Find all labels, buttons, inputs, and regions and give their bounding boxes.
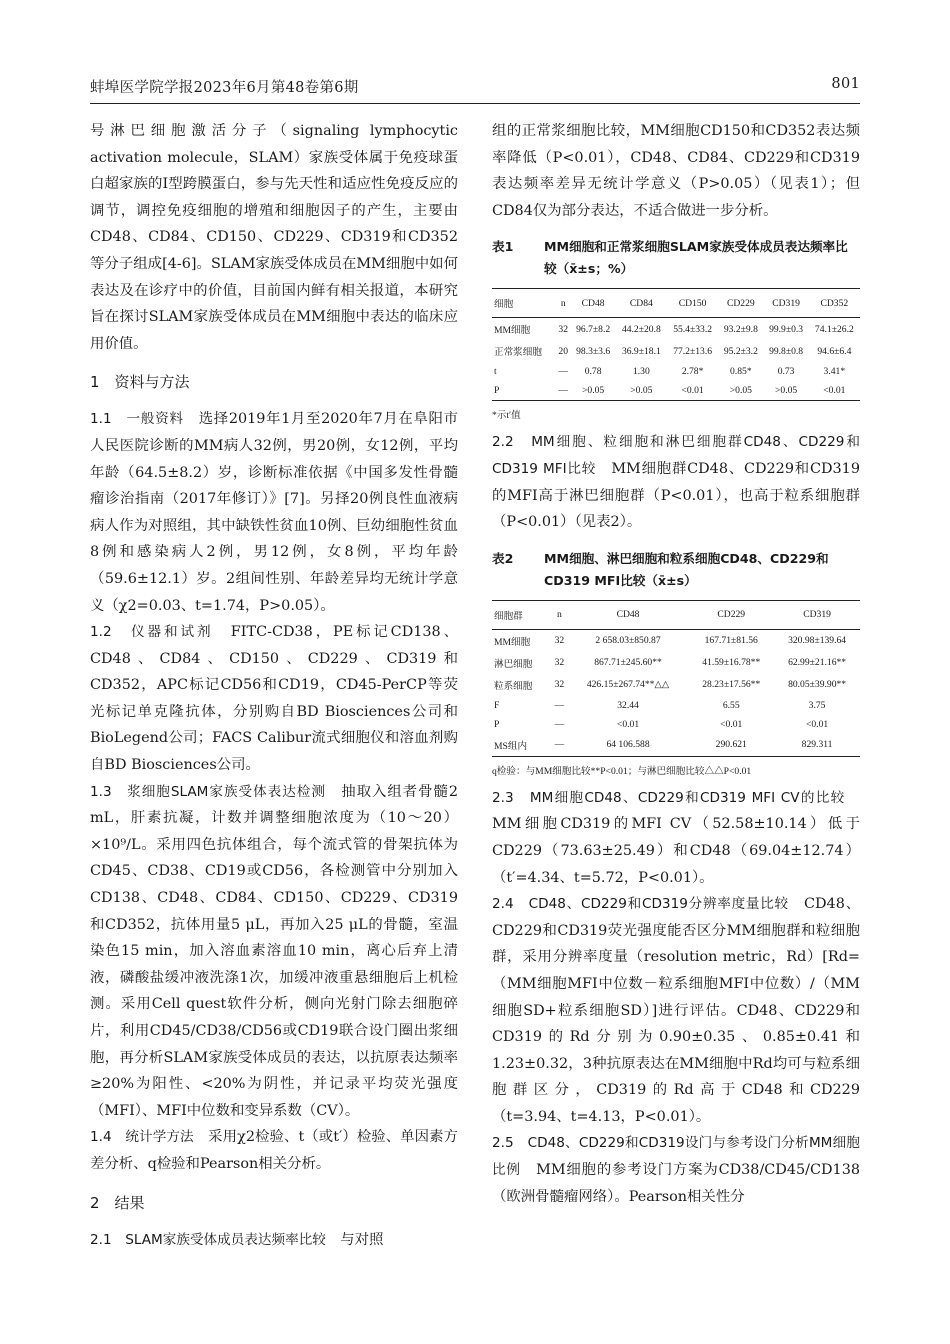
table-cell: — bbox=[551, 734, 568, 757]
results-continued-paragraph: 组的正常浆细胞比较，MM细胞CD150和CD352表达频率降低（P<0.01），CD48、CD84、CD229和CD319表达频率差异无统计学意义（P>0.05）（见表1）；但CD84仅为部分表达，不适合做进一步分析。 bbox=[492, 123, 860, 219]
section-2-heading: 2 结果 bbox=[90, 1193, 145, 1212]
table-row bbox=[492, 340, 860, 362]
table-cell: F bbox=[494, 699, 500, 711]
subsection-1-3-title: 1.3 浆细胞SLAM家族受体表达检测 bbox=[90, 783, 326, 800]
table-1-header-cell: CD150 bbox=[667, 289, 718, 318]
table-cell: <0.01 bbox=[809, 381, 860, 401]
header-rule bbox=[90, 103, 860, 104]
table-cell: 2 658.03±850.87 bbox=[595, 635, 661, 647]
table-cell: 99.9±0.3 bbox=[769, 323, 804, 335]
table-row bbox=[492, 652, 860, 674]
table-cell: 80.05±39.90** bbox=[788, 679, 847, 691]
table-cell: >0.05 bbox=[571, 381, 616, 401]
subsection-2-4 bbox=[492, 891, 860, 1130]
table-cell: 正常浆细胞 bbox=[494, 347, 542, 359]
subsection-2-2 bbox=[492, 429, 860, 535]
subsection-1-1-title: 1.1 一般资料 bbox=[90, 411, 184, 428]
table-cell: 6.55 bbox=[722, 699, 740, 711]
table-2-caption bbox=[492, 548, 860, 592]
table-cell: 77.2±13.6 bbox=[673, 345, 713, 357]
table-2-number: 表2 bbox=[492, 550, 514, 566]
table-1-title: MM细胞和正常浆细胞SLAM家族受体成员表达频率比较（x̄±s；%） bbox=[544, 239, 848, 277]
table-cell: 99.8±0.8 bbox=[769, 345, 804, 357]
table-cell: 28.23±17.56** bbox=[702, 679, 761, 691]
subsection-2-5-title: 2.5 CD48、CD229和CD319设门与参考设门分析MM细胞比例 bbox=[492, 1135, 860, 1179]
table-cell: 64 106.588 bbox=[568, 734, 689, 757]
subsection-2-4-text: CD48、CD229和CD319荧光强度能否区分MM细胞群和粒细胞群，采用分辨率度量（resolution metric，Rd）[Rd=（MM细胞MFI中位数－粒系细胞MFI中位数）/（MM细胞SD+粒系细胞SD）]进行评估。CD48、CD229和CD319的Rd分别为0.90±0.35、0.85±0.41和1.23±0.32，3种抗原表达在MM细胞中Rd均可与粒系细胞群区分，CD319的Rd高于CD48和CD229（t=3.94、t=4.13，P<0.01）。 bbox=[492, 896, 860, 1125]
table-cell: 95.2±3.2 bbox=[723, 345, 758, 357]
table-cell: 290.621 bbox=[688, 734, 774, 757]
subsection-2-5 bbox=[492, 1130, 860, 1210]
subsection-2-1 bbox=[90, 1227, 458, 1254]
table-cell: 32 bbox=[558, 323, 569, 335]
table-1-header-cell: CD319 bbox=[763, 289, 808, 318]
table-cell: 0.78 bbox=[584, 366, 602, 378]
table-1-header-cell: CD84 bbox=[616, 289, 667, 318]
table-cell: — bbox=[554, 718, 565, 730]
table-cell: 55.4±33.2 bbox=[673, 323, 713, 335]
table-cell: 41.59±16.78** bbox=[702, 657, 761, 669]
table-2-header-cell: n bbox=[551, 600, 568, 629]
subsection-1-1 bbox=[90, 406, 458, 619]
subsection-2-5-text: MM细胞的参考设门方案为CD38/CD45/CD138（欧洲骨髓瘤网络）。Pearson相关性分 bbox=[492, 1162, 861, 1205]
table-cell: 829.311 bbox=[774, 734, 860, 757]
table-cell: 2.78* bbox=[681, 366, 704, 378]
subsection-2-2-text: MM细胞群CD48、CD229和CD319的MFI高于淋巴细胞群（P<0.01），也高于粒系细胞群（P<0.01）（见表2）。 bbox=[492, 460, 860, 531]
table-2-header-cell: CD229 bbox=[688, 600, 774, 629]
table-2-footnote: q检验：与MM细胞比较**P<0.01；与淋巴细胞比较△△P<0.01 bbox=[492, 765, 752, 777]
table-cell: >0.05 bbox=[616, 381, 667, 401]
table-2-header-row bbox=[492, 600, 860, 629]
subsection-2-1-text: 与对照 bbox=[325, 1231, 384, 1248]
subsection-2-3-text: MM细胞CD319的MFI CV（52.58±10.14）低于CD229（73.63±25.49）和CD48（69.04±12.74）（t′=4.34、t=5.72，P<0.01）。 bbox=[492, 789, 860, 886]
subsection-2-3 bbox=[492, 785, 860, 891]
table-row bbox=[492, 362, 860, 381]
table-1-number: 表1 bbox=[492, 239, 514, 255]
table-cell: 320.98±139.64 bbox=[788, 635, 847, 647]
table-cell: 粒系细胞 bbox=[494, 680, 533, 692]
table-1-header-cell: CD229 bbox=[718, 289, 763, 318]
running-header bbox=[90, 76, 860, 100]
table-cell: 98.3±3.6 bbox=[576, 345, 611, 357]
table-row bbox=[492, 629, 860, 652]
table-cell: 淋巴细胞 bbox=[494, 658, 533, 670]
page-number: 801 bbox=[831, 76, 860, 92]
table-row bbox=[492, 734, 860, 757]
table-cell: P bbox=[494, 718, 500, 730]
table-cell: 62.99±21.16** bbox=[788, 657, 847, 669]
table-cell: MM细胞 bbox=[494, 636, 531, 648]
subsection-1-4-title: 1.4 统计学方法 bbox=[90, 1129, 194, 1146]
table-2-header-cell: 细胞群 bbox=[492, 600, 551, 629]
table-cell: >0.05 bbox=[763, 381, 808, 401]
table-2 bbox=[492, 600, 860, 757]
table-1-header-cell: CD352 bbox=[809, 289, 860, 318]
journal-title: 蚌埠医学院学报2023年6月第48卷第6期 bbox=[90, 80, 359, 96]
table-cell: 32 bbox=[554, 657, 565, 669]
table-row bbox=[492, 381, 860, 401]
subsection-1-2-text: FITC-CD38，PE标记CD138、CD48、CD84、CD150、CD229、CD319和CD352，APC标记CD56和CD19，CD45-PerCP等荧光标记单克隆抗体，分别购自BD Biosciences公司和BioLegend公司；FACS Calibur流式细胞仪和溶血剂购自BD Biosciences公司。 bbox=[90, 624, 458, 774]
subsection-2-1-title: 2.1 SLAM家族受体成员表达频率比较 bbox=[90, 1231, 326, 1248]
table-row bbox=[492, 674, 860, 696]
table-cell: 32 bbox=[554, 679, 565, 691]
table-cell: 1.30 bbox=[632, 366, 650, 378]
table-cell: 94.6±6.4 bbox=[817, 345, 852, 357]
subsection-1-3-text: 抽取入组者骨髓2 mL，肝素抗凝，计数并调整细胞浓度为（10～20）×10⁹/L。采用四色抗体组合，每个流式管的骨架抗体为CD45、CD38、CD19或CD56，各检测管中分别加入CD138、CD48、CD84、CD150、CD229、CD319和CD352，抗体用量5 μL，再加入25 μL的骨髓，室温染色15 min，加入溶血素溶血10 min，离心后弃上清液，磷酸盐缓冲液洗涤1次，加缓冲液重悬细胞后上机检测。采用Cell quest软件分析，侧向光射门除去细胞碎片，利用CD45/CD38/CD56或CD19联合设门圈出浆细胞，再分析SLAM家族受体成员的表达，以抗原表达频率≥20%为阳性、<20%为阴性，并记录平均荧光强度（MFI）、MFI中位数和变异系数（CV）。 bbox=[90, 783, 458, 1119]
table-1-caption bbox=[492, 236, 860, 280]
subsection-1-2-title: 1.2 仪器和试剂 bbox=[90, 624, 214, 641]
table-2-header-cell: CD48 bbox=[568, 600, 689, 629]
table-cell: P bbox=[492, 381, 556, 401]
table-cell: 867.71±245.60** bbox=[594, 657, 662, 669]
subsection-1-1-text: 选择2019年1月至2020年7月在阜阳市人民医院诊断的MM病人32例，男20例，女12例，平均年龄（64.5±8.2）岁，诊断标准依据《中国多发性骨髓瘤诊治指南（2017年修订）》[7]。另择20例良性血液病病人作为对照组，其中缺铁性贫血10例、巨幼细胞性贫血8例和感染病人2例，男12例，女8例，平均年龄（59.6±12.1）岁。2组间性别、年龄差异均无统计学意义（χ2=0.03、t=1.74，P>0.05）。 bbox=[90, 411, 458, 614]
table-cell: >0.05 bbox=[718, 381, 763, 401]
table-cell: <0.01 bbox=[667, 381, 718, 401]
table-row bbox=[492, 715, 860, 734]
subsection-1-4-text: 采用χ2检验、t（或t′）检验、单因素方差分析、q检验和Pearson相关分析。 bbox=[90, 1129, 458, 1172]
table-1-header-cell: CD48 bbox=[571, 289, 616, 318]
table-cell: <0.01 bbox=[616, 718, 640, 730]
table-cell: 167.71±81.56 bbox=[704, 635, 758, 647]
table-cell: — bbox=[556, 381, 571, 401]
table-cell: 74.1±26.2 bbox=[814, 323, 854, 335]
table-cell: 93.2±9.8 bbox=[723, 323, 758, 335]
table-cell: 32 bbox=[554, 635, 565, 647]
table-cell: 36.9±18.1 bbox=[621, 345, 661, 357]
table-1 bbox=[492, 288, 860, 401]
table-cell: 44.2±20.8 bbox=[621, 323, 661, 335]
table-cell: <0.01 bbox=[805, 718, 829, 730]
table-cell: — bbox=[558, 366, 569, 378]
table-cell: 20 bbox=[558, 345, 569, 357]
table-2-header-cell: CD319 bbox=[774, 600, 860, 629]
left-column bbox=[90, 118, 458, 1253]
table-cell: 3.41* bbox=[823, 366, 846, 378]
subsection-1-4 bbox=[90, 1124, 458, 1177]
table-row bbox=[492, 318, 860, 341]
table-2-title: MM细胞、淋巴细胞和粒系细胞CD48、CD229和CD319 MFI比较（x̄±s） bbox=[544, 550, 829, 588]
table-cell: t bbox=[494, 366, 497, 378]
table-1-header-cell: 细胞 bbox=[492, 289, 556, 318]
table-cell: MS组内 bbox=[492, 734, 551, 757]
right-column bbox=[492, 118, 860, 1210]
subsection-1-3 bbox=[90, 779, 458, 1125]
table-cell: MM细胞 bbox=[494, 325, 531, 337]
table-1-header-cell: n bbox=[556, 289, 571, 318]
table-cell: — bbox=[554, 699, 565, 711]
table-cell: <0.01 bbox=[720, 718, 743, 730]
table-cell: 32.44 bbox=[617, 699, 639, 711]
table-cell: 96.7±8.2 bbox=[576, 323, 611, 335]
table-cell: 426.15±267.74**△△ bbox=[586, 679, 670, 691]
table-cell: 0.85* bbox=[730, 366, 752, 378]
table-cell: 3.75 bbox=[808, 699, 826, 711]
table-1-header-row bbox=[492, 289, 860, 318]
table-cell: 0.73 bbox=[777, 366, 795, 378]
section-1-heading: 1 资料与方法 bbox=[90, 373, 190, 392]
subsection-2-3-title: 2.3 MM细胞CD48、CD229和CD319 MFI CV的比较 bbox=[492, 789, 846, 806]
subsection-2-4-title: 2.4 CD48、CD229和CD319分辨率度量比较 bbox=[492, 896, 789, 913]
subsection-2-2-title: 2.2 MM细胞、粒细胞和淋巴细胞群CD48、CD229和CD319 MFI比较 bbox=[492, 434, 860, 477]
table-1-footnote: *示t′值 bbox=[492, 410, 521, 422]
intro-paragraph: 号淋巴细胞激活分子（signaling lymphocytic activation molecule，SLAM）家族受体属于免疫球蛋白超家族的Ⅰ型跨膜蛋白，参与先天性和适应性免疫反应的调节，调控免疫细胞的增殖和细胞因子的产生，主要由CD48、CD84、CD150、CD229、CD319和CD352等分子组成[4-6]。SLAM家族受体成员在MM细胞中如何表达及在诊疗中的价值，目前国内鲜有相关报道，本研究旨在探讨SLAM家族受体成员在MM细胞中表达的临床应用价值。 bbox=[90, 123, 458, 352]
table-row bbox=[492, 696, 860, 715]
subsection-1-2 bbox=[90, 619, 458, 779]
